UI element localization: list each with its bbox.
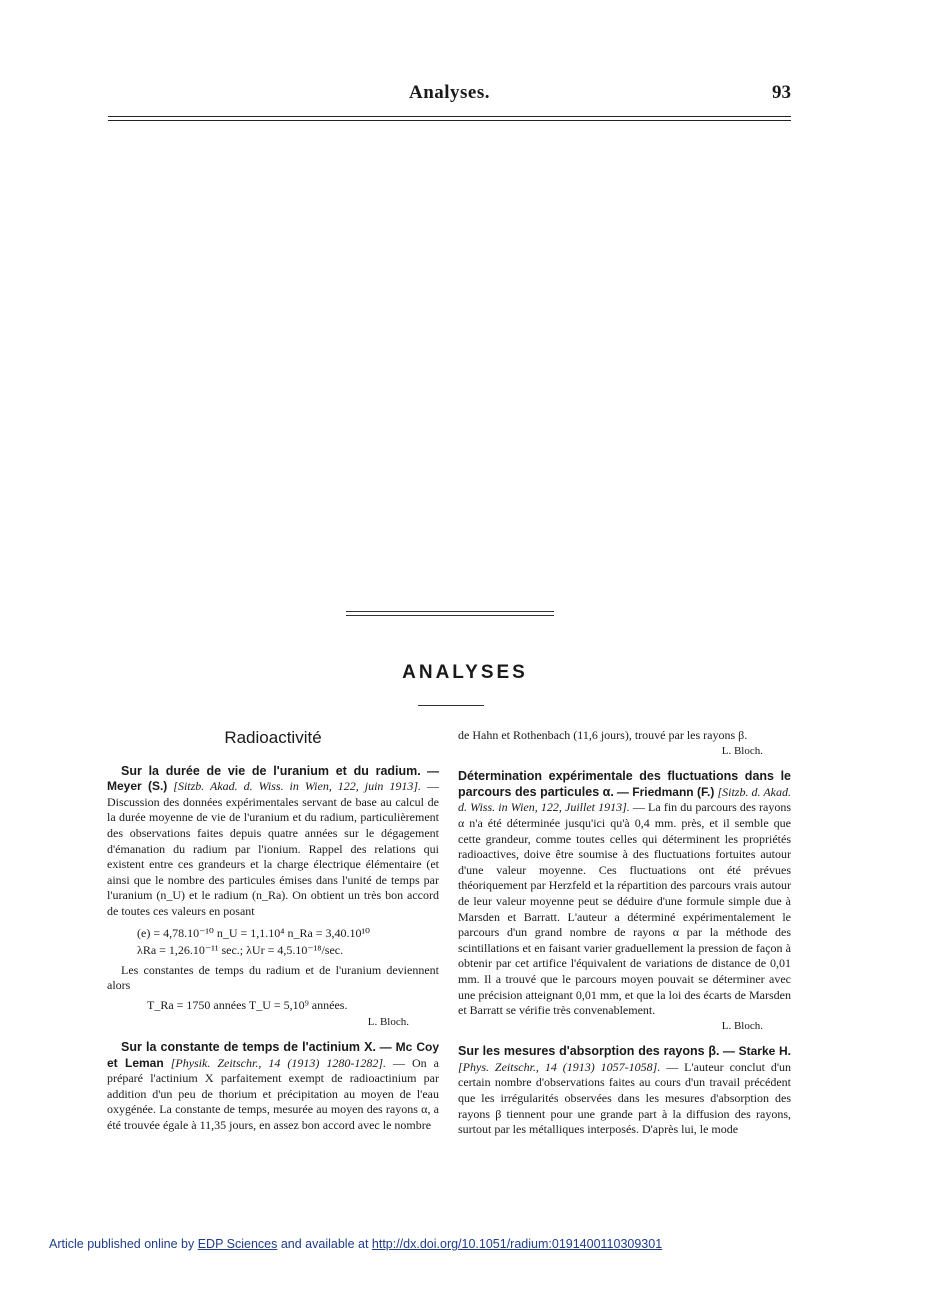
page-header [108,82,791,106]
footer-text: Article published online by [49,1237,198,1251]
article-uranium-radium [107,764,439,1031]
signature: L. Bloch. [721,744,763,757]
article-title: Détermination expérimentale des fluctuations dans le parcours des particules α. [458,769,791,799]
signature: L. Bloch. [721,1019,763,1032]
article-fluctuations [458,769,791,1034]
formula: T_Ra = 1750 années T_U = 5,10⁹ années. [147,997,348,1012]
article-author: — Friedmann (F.) [616,784,715,799]
article-body: de Hahn et Rothenbach (11,6 jours), trouvé par les rayons β. [458,728,748,742]
article-beta-absorption [458,1044,791,1138]
article-actinium [107,1040,439,1134]
header-rule [108,116,791,117]
formula: (e) = 4,78.10⁻¹⁰ n_U = 1,1.10⁴ n_Ra = 3,40.10¹⁰ [137,925,370,940]
subsection-title: Radioactivité [224,728,322,747]
doi-link[interactable]: http://dx.doi.org/10.1051/radium:0191400110309301 [371,1237,663,1251]
article-reference: [Physik. Zeitschr., 14 (1913) 1280-1282]. [170,1055,386,1070]
article-body: — Discussion des données expérimentales servant de base au calcul de la durée moyenne de vie de l'uranium et du radium, particulièrement des observations faites depuis quatre années sur le dégagement d'émanation du radium par l'ionium. Rappel des relations qui existent entre ces grandeurs et la charge électrique élémentaire (et ainsi que le nombre des particules émises dans l'unité de temps par l'uranium (n_U) et le radium (n_Ra). On obtient un très bon accord de toutes ces valeurs en posant [107,779,440,918]
article-reference: [Phys. Zeitschr., 14 (1913) 1057-1058]. [458,1059,661,1074]
signature: L. Bloch. [367,1015,409,1028]
section-underline [418,705,484,706]
formula: λRa = 1,26.10⁻¹¹ sec.; λUr = 4,5.10⁻¹⁸/sec. [137,943,344,958]
article-author: — Meyer (S.) [107,763,439,794]
publication-footer [49,1237,662,1251]
article-reference: [Sitzb. d. Akad. d. Wiss. in Wien, 122, Juillet 1913]. [458,784,792,815]
article-body: Les constantes de temps du radium et de l'uranium deviennent alors [107,962,439,993]
article-author: — Starke H. [722,1044,792,1059]
article-title: Sur la durée de vie de l'uranium et du radium. [121,763,421,778]
section-divider [346,611,554,612]
right-column [458,728,791,1148]
article-title: Sur les mesures d'absorption des rayons β. [458,1044,720,1059]
section-divider [346,615,554,616]
article-body: — La fin du parcours des rayons α n'a été déterminée jusqu'ici qu'à 0,4 mm. près, et il semble que cette grandeur, comme toutes celles qui déterminent les propriétés radioactives, doive être soumise à des fluctuations fortuites autour d'une valeur moyenne. Ces fluctuations ont été prévues théoriquement par Herzfeld et la répartition des parcours vrais autour de leur valeur moyenne peut se déduire d'une formule simple due à Marsden et Barratt. L'auteur a déterminé expérimentalement le parcours d'un grand nombre de rayons α par la méthode des scintillations et en faisant varier graduellement la pression de façon à obtenir par cet artifice l'équivalent de variations de distance de 0,01 mm. Il a trouvé que le parcours moyen pouvait se déterminer avec une précision atteignant 0,01 mm, et que la loi des écarts de Marsden et Barratt se vérifie très convenablement. [458,800,791,1018]
article-body: — On a préparé l'actinium X parfaitement exempt de radioactinium par addition d'un peu de thorium et précipitation au moyen de l'eau oxygénée. La constante de temps, mesurée au moyen des rayons α, a été trouvée égale à 11,35 jours, en assez bon accord avec le nombre [107,1055,439,1133]
article-body: — L'auteur conclut d'un certain nombre d'observations faites au cours d'un travail précédent que les irrégularités observées dans les mesures d'absorption des rayons β tiennent pour une grande part à la diffusion des rayons, surtout par les métalliques interposés. D'après lui, le mode [458,1059,791,1137]
publisher-link[interactable]: EDP Sciences [197,1237,278,1251]
header-rule [108,120,791,121]
page-number: 93 [772,82,791,103]
section-title: ANALYSES [402,662,528,683]
article-author: — Mc Coy et Leman [107,1040,439,1070]
article-title: Sur la constante de temps de l'actinium X. [121,1040,376,1055]
running-title: Analyses. [408,82,491,103]
article-continuation [458,728,791,759]
footer-text: and available at [277,1237,372,1251]
article-reference: [Sitzb. Akad. d. Wiss. in Wien, 122, juin 1913]. [173,779,422,794]
left-column [107,728,439,1144]
